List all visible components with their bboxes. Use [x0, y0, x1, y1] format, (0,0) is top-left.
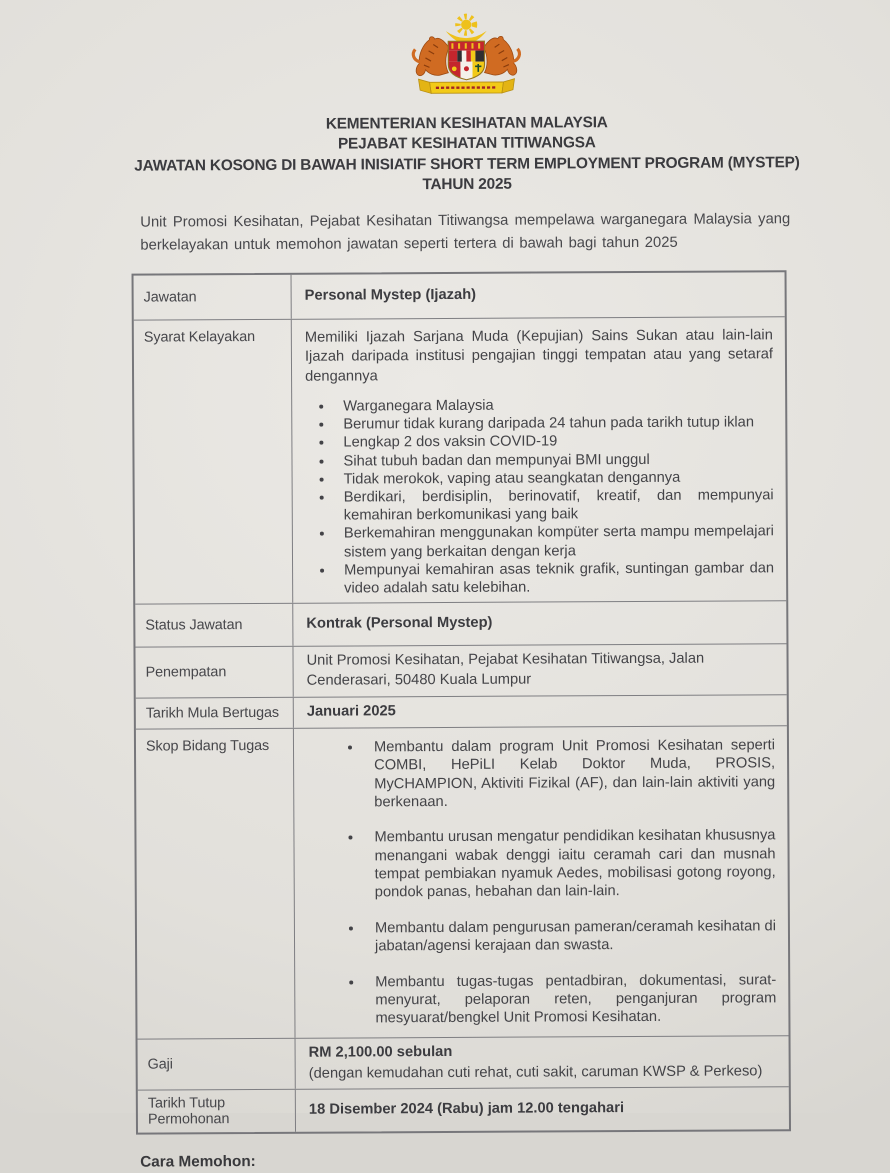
- bullet-item: • Berumur tidak kurang daripada 24 tahun pada tarikh tutup iklan: [334, 413, 773, 434]
- table-row-tarikh-mula: [136, 694, 787, 728]
- table-row-penempatan: [135, 644, 786, 698]
- vacancy-title: JAWATAN KOSONG DI BAWAH INISIATIF SHORT TERM EMPLOYMENT PROGRAM (MYSTEP): [134, 153, 800, 175]
- syarat-label: Syarat Kelayakan: [143, 328, 256, 346]
- penempatan-value: Unit Promosi Kesihatan, Pejabat Kesihatan Titiwangsa, Jalan Cenderasari, 50480 Kuala Lumpur: [306, 650, 705, 689]
- job-details-table: [132, 270, 792, 1135]
- jawatan-label: Jawatan: [143, 288, 197, 306]
- penempatan-label: Penempatan: [145, 664, 227, 681]
- row-label-jawatan: [134, 274, 292, 319]
- table-row-jawatan: [134, 272, 785, 319]
- row-label-syarat: [134, 319, 293, 603]
- office-name: PEJABAT KESIHATAN TITIWANGSA: [337, 134, 596, 153]
- year-line: TAHUN 2025: [422, 175, 512, 194]
- malaysia-coat-of-arms-icon: [407, 13, 526, 110]
- row-value-syarat: [292, 317, 786, 603]
- table-row-tarikh-tutup: [138, 1087, 789, 1133]
- table-row-syarat-kelayakan: [134, 316, 786, 604]
- bullet-item: • Mempunyai kemahiran asas teknik grafik, suntingan gambar dan video adalah satu kelebihan.: [335, 559, 774, 598]
- table-row-status-jawatan: [135, 601, 786, 647]
- status-label: Status Jawatan: [145, 617, 243, 634]
- gaji-note: (dengan kemudahan cuti rehat, cuti sakit, caruman KWSP & Perkeso): [308, 1062, 763, 1082]
- bullet-item: • Membantu urusan mengatur pendidikan kesihatan khususnya menangani wabak denggi iaitu ceramah cari dan musnah tempat pembiakan nyamuk Aedes, mobilisasi gotong royong, pondok panas, hebahan dan lain-lain.: [363, 827, 775, 903]
- bullet-item: • Membantu tugas-tugas pentadbiran, dokumentasi, surat-menyurat, pelaporan reten, penganjuran program mesyuarat/bengkel Unit Promosi Kesihatan.: [364, 971, 776, 1028]
- row-label-skop: [136, 729, 296, 1039]
- row-value-penempatan: [293, 645, 786, 697]
- table-row-gaji: [138, 1035, 789, 1090]
- tarikh-tutup-value: 18 Disember 2024 (Rabu) jam 12.00 tengahari: [308, 1100, 625, 1119]
- tarikh-tutup-label: Tarikh Tutup Permohonan: [147, 1095, 230, 1128]
- syarat-intro-text: Memiliki Ijazah Sarjana Muda (Kepujian) Sains Sukan atau lain-lain Ijazah daripada institusi pengajian tinggi tempatan atau yang setaraf dengannya: [304, 326, 773, 385]
- row-label-penempatan: [135, 647, 293, 698]
- bullet-item: • Berkemahiran menggunakan kompüter serta mampu mempelajari sistem yang berkaitan dengan kerja: [335, 523, 774, 562]
- gaji-value: RM 2,100.00 sebulan: [308, 1043, 453, 1061]
- row-label-tarikh-mula: [136, 698, 294, 729]
- row-label-tarikh-tutup: [138, 1090, 296, 1133]
- bullet-item: • Tidak merokok, vaping atau seangkatan dengannya: [335, 468, 774, 489]
- gaji-label: Gaji: [147, 1056, 173, 1073]
- status-value: Kontrak (Personal Mystep): [306, 615, 493, 633]
- row-value-tarikh-tutup: [296, 1088, 789, 1133]
- table-row-skop-bidang-tugas: [136, 725, 789, 1038]
- cara-memohon-heading: Cara Memohon:: [140, 1153, 256, 1172]
- skop-bullet-list: [307, 736, 777, 1032]
- bullet-item: • Membantu dalam pengurusan pameran/ceramah kesihatan di jabatan/agensi kerajaan dan swasta.: [364, 917, 776, 956]
- bullet-item: • Lengkap 2 dos vaksin COVID-19: [334, 432, 773, 453]
- ministry-name: KEMENTERIAN KESIHATAN MALAYSIA: [325, 114, 608, 133]
- bullet-item: • Membantu dalam program Unit Promosi Kesihatan seperti COMBI, HePiLI Kelab Doktor Muda, PROSIS, MyCHAMPION, Aktiviti Fizikal (AF), dan lain-lain aktiviti yang berkenaan.: [363, 736, 775, 812]
- row-label-status: [135, 604, 293, 647]
- emblem-container: [0, 0, 888, 116]
- tarikh-mula-value: Januari 2025: [306, 703, 396, 720]
- jawatan-value: Personal Mystep (Ijazah): [304, 286, 477, 304]
- syarat-bullet-list: [305, 395, 774, 598]
- tarikh-mula-label: Tarikh Mula Bertugas: [145, 704, 280, 722]
- intro-paragraph: Unit Promosi Kesihatan, Pejabat Kesihatan Titiwangsa mempelawa warganegara Malaysia yang berkelayakan untuk memohon jawatan seperti tertera di bawah bagi tahun 2025: [140, 211, 791, 254]
- row-value-skop: [294, 726, 789, 1037]
- skop-label: Skop Bidang Tugas: [145, 737, 270, 755]
- row-label-gaji: [138, 1039, 296, 1091]
- row-value-jawatan: [292, 272, 785, 319]
- row-value-status: [293, 602, 786, 647]
- bullet-item: • Warganegara Malaysia: [334, 395, 773, 416]
- document-header: [0, 112, 888, 198]
- bullet-item: • Sihat tubuh badan dan mempunyai BMI unggul: [334, 450, 773, 471]
- row-value-tarikh-mula: [294, 695, 787, 727]
- row-value-gaji: [296, 1036, 789, 1089]
- bullet-item: • Berdikari, berdisiplin, berinovatif, kreatif, dan mempunyai kemahiran berkomunikasi yang baik: [335, 486, 774, 525]
